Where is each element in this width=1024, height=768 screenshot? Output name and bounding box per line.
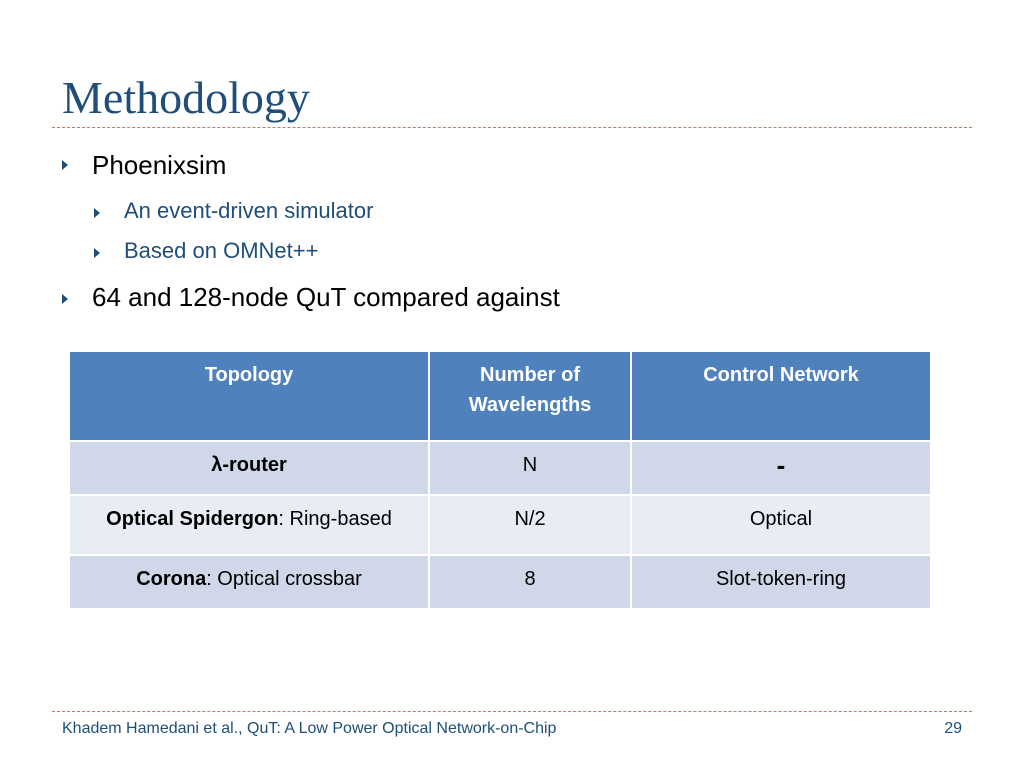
cell-control: Optical (631, 495, 931, 555)
sub-bullet-arrow-icon (94, 208, 100, 218)
cell-topology (69, 555, 429, 609)
topology-name: Optical Spidergon (106, 508, 279, 530)
header-control-network: Control Network (631, 351, 931, 441)
bullet-phoenixsim: Phoenixsim (92, 150, 227, 180)
control-value: - (776, 450, 786, 480)
topology-desc: : Ring-based (278, 508, 392, 530)
table-header-row (69, 351, 931, 441)
cell-wavelengths: N/2 (429, 495, 631, 555)
topology-comparison-table (68, 350, 932, 610)
cell-control (631, 441, 931, 495)
bullet-compared: 64 and 128-node QuT compared against (92, 282, 560, 312)
page-number: 29 (944, 720, 962, 737)
table-row (69, 441, 931, 495)
cell-wavelengths: 8 (429, 555, 631, 609)
slide-title: Methodology (62, 72, 310, 123)
cell-topology (69, 495, 429, 555)
sub-bullet-event-driven: An event-driven simulator (124, 198, 374, 223)
topology-name: λ-router (211, 454, 287, 476)
table-row (69, 555, 931, 609)
footer-citation: Khadem Hamedani et al., QuT: A Low Power Optical Network-on-Chip (62, 720, 557, 737)
title-divider (52, 127, 972, 128)
cell-wavelengths: N (429, 441, 631, 495)
sub-bullet-arrow-icon (94, 248, 100, 258)
sub-bullet-omnet: Based on OMNet++ (124, 238, 319, 263)
header-wavelengths: Number of Wavelengths (429, 351, 631, 441)
header-topology: Topology (69, 351, 429, 441)
cell-topology (69, 441, 429, 495)
topology-name: Corona (136, 568, 207, 590)
footer-divider (52, 711, 972, 712)
cell-control: Slot-token-ring (631, 555, 931, 609)
bullet-arrow-icon (62, 160, 68, 170)
bullet-arrow-icon (62, 294, 68, 304)
table-row (69, 495, 931, 555)
topology-desc: : Optical crossbar (206, 568, 362, 590)
